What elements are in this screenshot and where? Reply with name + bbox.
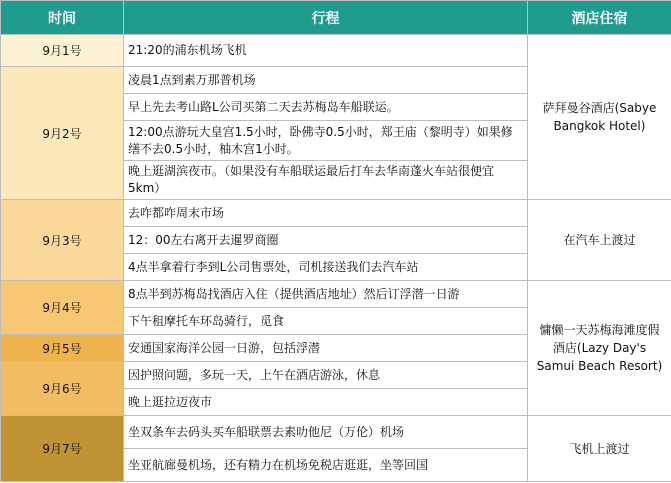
plan-cell: 安通国家海洋公园一日游，包括浮潜 bbox=[124, 335, 528, 362]
plan-cell: 因护照问题，多玩一天，上午在酒店游泳，休息 bbox=[124, 362, 528, 389]
plan-cell: 4点半拿着行李到L公司售票处，司机接送我们去汽车站 bbox=[124, 254, 528, 281]
plan-cell: 早上先去考山路L公司买第二天去苏梅岛车船联运。 bbox=[124, 94, 528, 121]
date-cell-sep6: 9月6号 bbox=[1, 362, 124, 416]
hotel-cell-bangkok: 萨拜曼谷酒店(Sabye Bangkok Hotel) bbox=[528, 35, 671, 200]
plan-cell: 去咋都咋周末市场 bbox=[124, 200, 528, 227]
plan-cell: 8点半到苏梅岛找酒店入住（提供酒店地址）然后订浮潜一日游 bbox=[124, 281, 528, 308]
hotel-cell-bus: 在汽车上渡过 bbox=[528, 200, 671, 281]
date-cell-sep7: 9月7号 bbox=[1, 416, 124, 482]
plan-cell: 12:00点游玩大皇宫1.5小时，卧佛寺0.5小时，郑王庙（黎明寺）如果修缮不去0.5小时，柚木宫1小时。 bbox=[124, 121, 528, 161]
table-row bbox=[1, 200, 671, 227]
plan-cell: 21:20的浦东机场飞机 bbox=[124, 35, 528, 67]
date-cell-sep1: 9月1号 bbox=[1, 35, 124, 67]
plan-cell: 下午租摩托车环岛骑行，觅食 bbox=[124, 308, 528, 335]
table-row bbox=[1, 35, 671, 67]
plan-cell: 晚上逛湖滨夜市。（如果没有车船联运最后打车去华南蓬火车站很便宜5km） bbox=[124, 161, 528, 200]
plan-cell: 12：00左右离开去暹罗商圈 bbox=[124, 227, 528, 254]
hotel-cell-plane: 飞机上渡过 bbox=[528, 416, 671, 482]
header-itinerary: 行程 bbox=[124, 1, 528, 35]
header-time: 时间 bbox=[1, 1, 124, 35]
plan-cell: 晚上逛拉迈夜市 bbox=[124, 389, 528, 416]
header-row bbox=[1, 1, 671, 35]
hotel-cell-samui: 慵懒一天苏梅海滩度假酒店(Lazy Day's Samui Beach Resort) bbox=[528, 281, 671, 416]
date-cell-sep5: 9月5号 bbox=[1, 335, 124, 362]
date-cell-sep2: 9月2号 bbox=[1, 67, 124, 200]
plan-cell: 凌晨1点到素万那普机场 bbox=[124, 67, 528, 94]
plan-cell: 坐亚航廊曼机场，还有精力在机场免税店逛逛，坐等回国 bbox=[124, 449, 528, 482]
table-row bbox=[1, 416, 671, 449]
header-hotel: 酒店住宿 bbox=[528, 1, 671, 35]
date-cell-sep4: 9月4号 bbox=[1, 281, 124, 335]
table-row bbox=[1, 281, 671, 308]
plan-cell: 坐双条车去码头买车船联票去素叻他尼（万伦）机场 bbox=[124, 416, 528, 449]
date-cell-sep3: 9月3号 bbox=[1, 200, 124, 281]
